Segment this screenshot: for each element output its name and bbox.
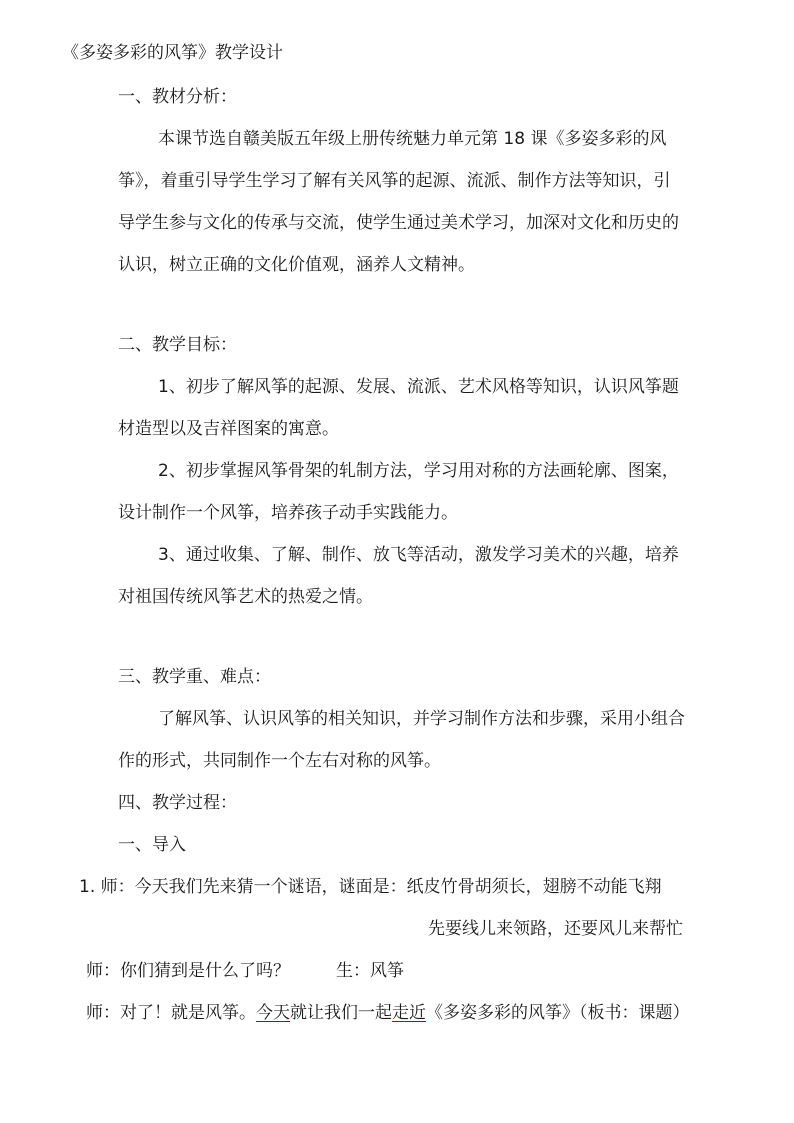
document-title: 《多姿多彩的风筝》教学设计 — [62, 43, 283, 63]
teacher-question: 师：你们猜到是什么了吗？ — [86, 961, 290, 981]
riddle-line: 师：今天我们先来猜一个谜语，谜面是：纸皮竹骨胡须长，翅膀不动能飞翔 — [100, 877, 662, 897]
dialogue-line — [86, 960, 404, 982]
underlined-word: 今天 — [256, 1003, 290, 1023]
goal-line: 设计制作一个风筝，培养孩子动手实践能力。 — [118, 503, 458, 523]
teacher-reply-part: 《多姿多彩的风筝》（板书：课题） — [426, 1003, 690, 1023]
section-heading-keypoints: 三、教学重、难点： — [118, 667, 271, 687]
paragraph-line: 认识，树立正确的文化价值观，涵养人文精神。 — [118, 255, 475, 275]
goal-line: 3、通过收集、了解、制作、放飞等活动，激发学习美术的兴趣，培养 — [158, 545, 679, 565]
paragraph-line: 导学生参与文化的传承与交流，使学生通过美术学习，加深对文化和历史的 — [118, 213, 679, 233]
goal-line: 对祖国传统风筝艺术的热爱之情。 — [118, 587, 373, 607]
paragraph-line: 筝》，着重引导学生学习了解有关风筝的起源、流派、制作方法等知识，引 — [118, 171, 671, 191]
student-answer: 生：风筝 — [336, 961, 404, 981]
goal-line: 2、初步掌握风筝骨架的轧制方法，学习用对称的方法画轮廓、图案， — [158, 461, 679, 481]
list-number: 1. — [79, 877, 96, 897]
goal-line: 1、初步了解风筝的起源、发展、流派、艺术风格等知识，认识风筝题 — [158, 377, 679, 397]
section-heading-process: 四、教学过程： — [118, 793, 237, 813]
paragraph-line: 本课节选自赣美版五年级上册传统魅力单元第 18 课《多姿多彩的风 — [158, 129, 667, 149]
section-heading-analysis: 一、教材分析： — [118, 87, 237, 107]
underlined-word: 走近 — [392, 1003, 426, 1023]
list-item — [79, 876, 662, 898]
teacher-reply-part: 就让我们一起 — [290, 1003, 392, 1023]
section-heading-goals: 二、教学目标： — [118, 335, 237, 355]
dialogue-line — [86, 1002, 690, 1024]
paragraph-line: 了解风筝、认识风筝的相关知识，并学习制作方法和步骤，采用小组合 — [158, 709, 685, 729]
goal-line: 材造型以及吉祥图案的寓意。 — [118, 419, 339, 439]
teacher-reply: 师：对了！就是风筝。 — [86, 1003, 256, 1023]
subheading-intro: 一、导入 — [118, 835, 186, 855]
riddle-line-2: 先要线儿来领路，还要风儿来帮忙 — [428, 919, 683, 939]
paragraph-line: 作的形式，共同制作一个左右对称的风筝。 — [118, 751, 441, 771]
